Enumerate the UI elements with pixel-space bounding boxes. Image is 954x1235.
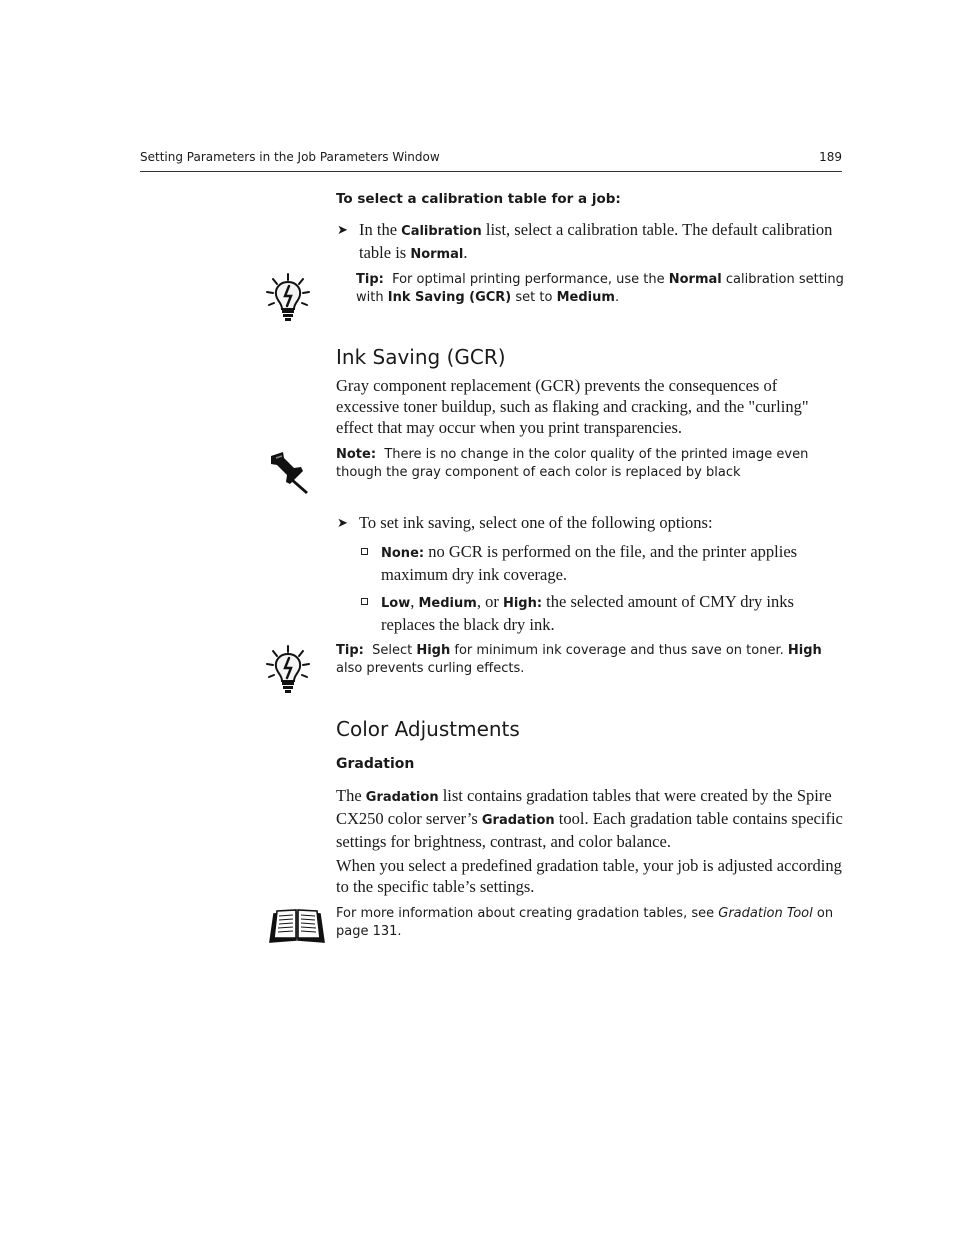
- lightbulb-icon: [265, 644, 311, 696]
- calibration-step: In the Calibration list, select a calibration table. The default calibration table is Normal.: [359, 220, 833, 262]
- tip-high: Tip: Select High for minimum ink coverage and thus save on toner. High also prevents curling effects.: [336, 643, 822, 676]
- section-heading-color-adjustments: Color Adjustments: [336, 717, 520, 741]
- section-heading-ink-saving: Ink Saving (GCR): [336, 345, 506, 369]
- reference-link-gradation-tool[interactable]: Gradation Tool: [718, 906, 813, 921]
- predefined-gradation-paragraph: When you select a predefined gradation table, your job is adjusted according to the specific table’s settings.: [336, 856, 842, 896]
- reference-note: For more information about creating gradation tables, see Gradation Tool on page 131.: [336, 906, 834, 939]
- gradation-paragraph: The Gradation list contains gradation tables that were created by the Spire CX250 color server’s Gradation tool. Each gradation table contains specific settings for brightness, contrast, and color balance.: [336, 786, 843, 851]
- pushpin-icon: [268, 450, 312, 496]
- ink-saving-step: To set ink saving, select one of the following options:: [359, 513, 713, 532]
- lightbulb-icon: [265, 272, 311, 324]
- square-bullet-icon: [361, 548, 368, 555]
- running-header: [140, 150, 842, 172]
- header-title: Setting Parameters in the Job Parameters Window: [140, 150, 440, 164]
- option-none: None: no GCR is performed on the file, and the printer applies maximum dry ink coverage.: [381, 542, 798, 584]
- option-low-medium-high: Low, Medium, or High: the selected amount of CMY dry inks replaces the black dry ink.: [381, 592, 794, 634]
- procedure-heading: To select a calibration table for a job:: [336, 191, 621, 207]
- subheading-gradation: Gradation: [336, 756, 415, 772]
- page-number: 189: [819, 150, 842, 164]
- arrow-bullet-icon: ➤: [337, 516, 348, 531]
- book-icon: [268, 908, 326, 944]
- arrow-bullet-icon: ➤: [337, 223, 348, 238]
- square-bullet-icon: [361, 598, 368, 605]
- note-gcr: Note: There is no change in the color quality of the printed image even though the gray component of each color is replaced by black: [336, 447, 809, 480]
- tip-calibration: Tip: For optimal printing performance, use the Normal calibration setting with Ink Saving (GCR) set to Medium.: [356, 272, 844, 305]
- ink-saving-paragraph: Gray component replacement (GCR) prevents the consequences of excessive toner buildup, such as flaking and cracking, and the "curling" effect that may occur when you print transparencies.: [336, 376, 809, 437]
